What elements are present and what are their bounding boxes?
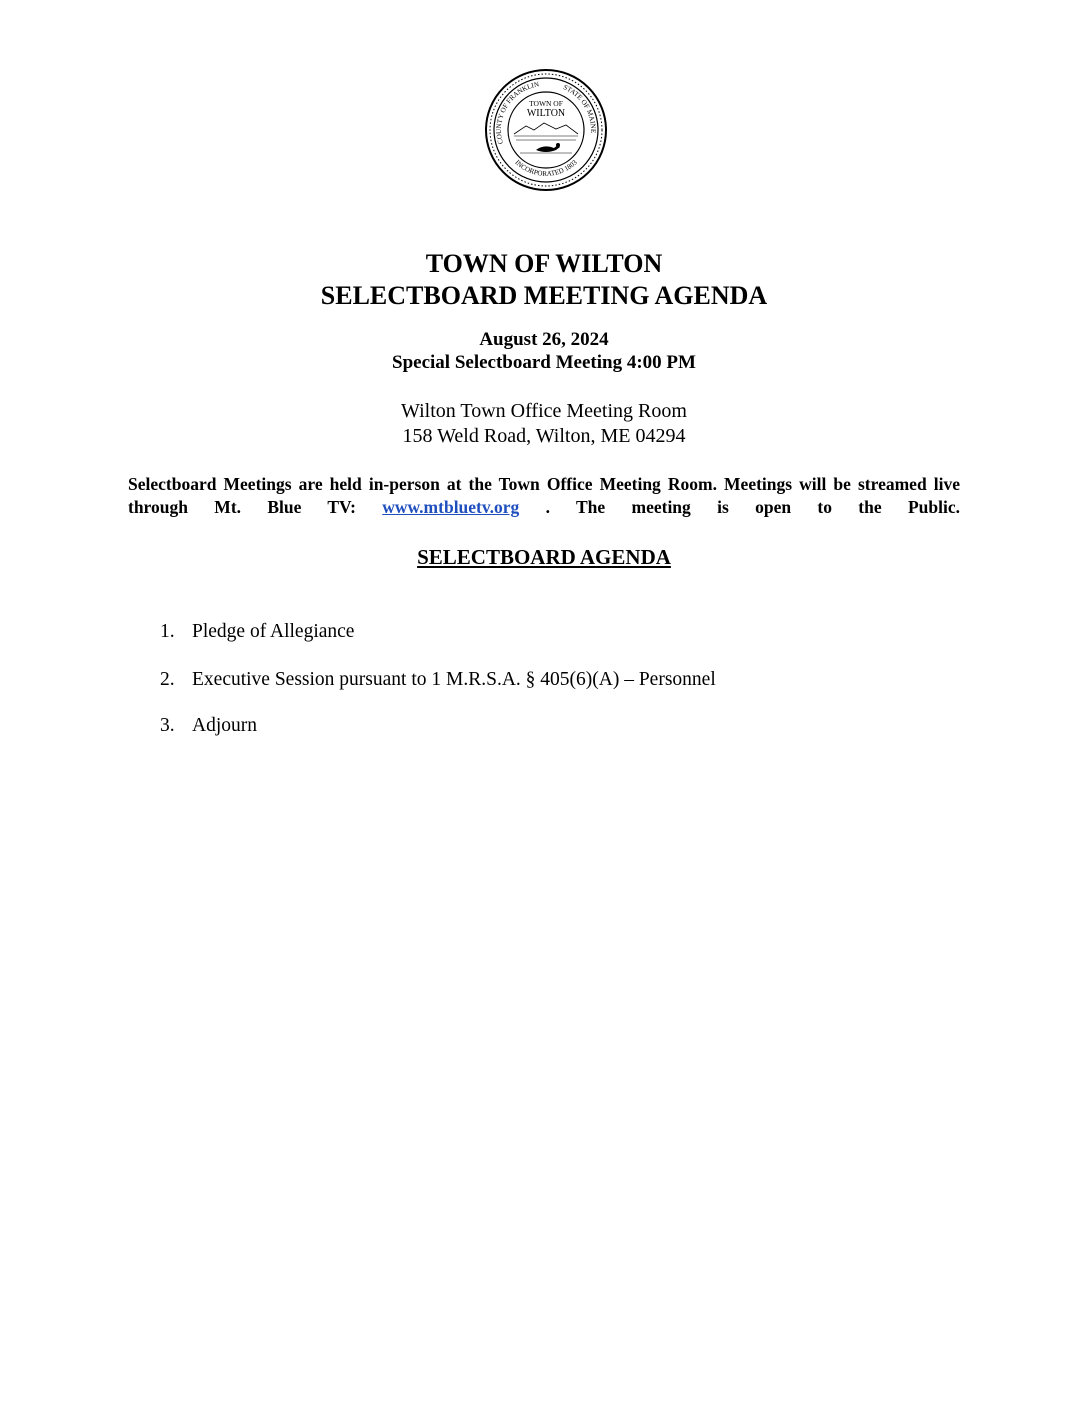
agenda-item-number: 1.	[160, 621, 175, 642]
seal-inner-text-main: WILTON	[526, 108, 566, 119]
agenda-item-text: Adjourn	[192, 715, 257, 736]
meeting-type: Special Selectboard Meeting 4:00 PM	[392, 352, 696, 373]
agenda-item	[160, 714, 257, 738]
agenda-item-text: Pledge of Allegiance	[192, 621, 355, 642]
agenda-heading: SELECTBOARD AGENDA	[417, 545, 671, 569]
agenda-item-text: Executive Session pursuant to 1 M.R.S.A. § 405(6)(A) – Personnel	[192, 669, 716, 690]
page-title-line2: SELECTBOARD MEETING AGENDA	[320, 281, 768, 310]
town-seal-icon	[484, 68, 608, 192]
meeting-notice	[128, 473, 960, 519]
seal-outer-text-bottom: INCORPORATED 1803	[513, 158, 579, 178]
agenda-item-number: 2.	[160, 669, 175, 690]
seal-outer-text-right: STATE OF MAINE	[562, 83, 598, 134]
agenda-item	[160, 620, 354, 644]
location-address: 158 Weld Road, Wilton, ME 04294	[402, 425, 686, 447]
agenda-item	[160, 668, 716, 692]
notice-text-end: . The meeting is open to the Public.	[519, 497, 960, 517]
seal-inner-text-top: TOWN OF	[529, 99, 563, 108]
agenda-item-number: 3.	[160, 715, 175, 736]
page-title-line1: TOWN OF WILTON	[425, 249, 663, 278]
seal-outer-text-left: COUNTY OF FRANKLIN	[494, 80, 540, 146]
meeting-date: August 26, 2024	[479, 329, 609, 350]
location-room: Wilton Town Office Meeting Room	[401, 400, 687, 422]
notice-text: Selectboard Meetings are held in-person at the Town Office Meeting Room. Meetings will be streamed live through Mt. Blue TV:	[128, 474, 960, 517]
mtbluetv-link[interactable]: www.mtbluetv.org	[382, 497, 520, 517]
